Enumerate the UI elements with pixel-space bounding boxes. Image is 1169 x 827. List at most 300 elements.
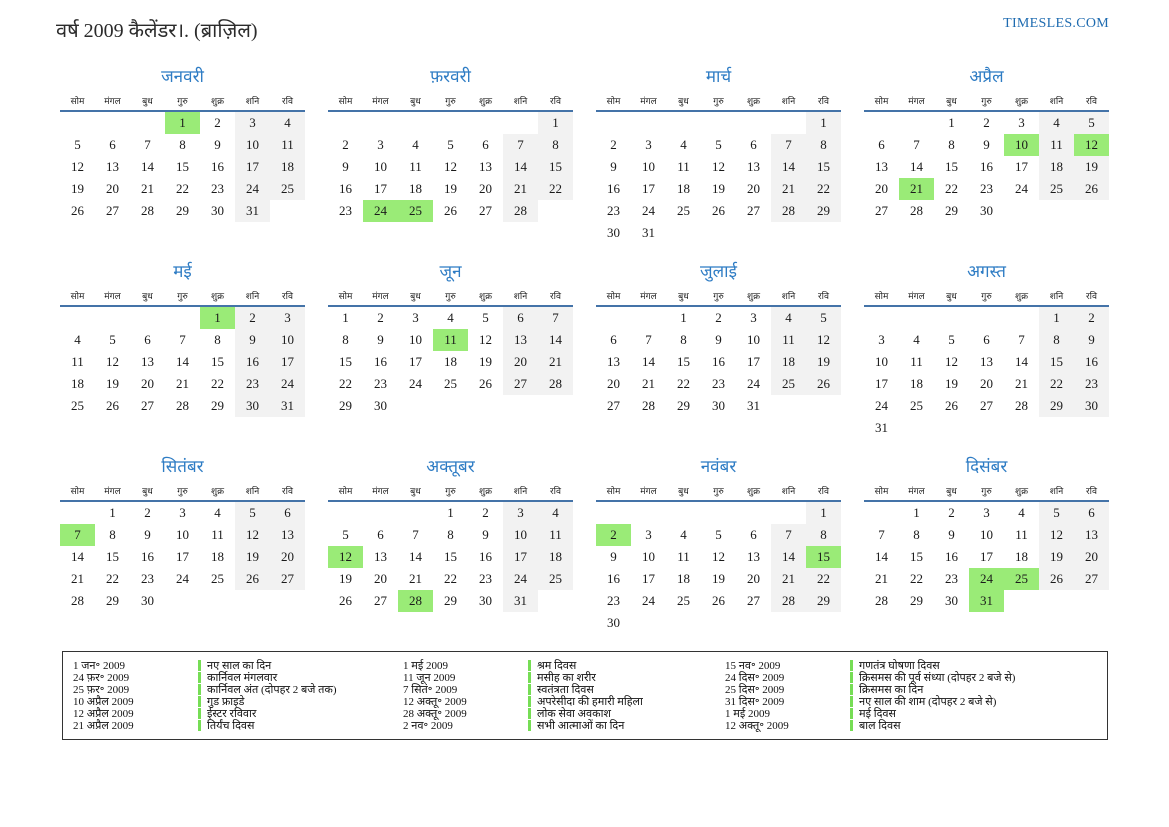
day-cell <box>771 502 806 524</box>
weekday-label: मंगल <box>372 291 389 301</box>
day-cell: 15 <box>806 156 841 178</box>
legend-entry-date: 24 फ़र॰ 2009 <box>73 672 130 684</box>
day-cell: 13 <box>607 354 620 369</box>
weekday-label: गुरु <box>177 486 188 496</box>
day-cell <box>934 417 969 439</box>
weekday-label: शनि <box>1049 291 1064 301</box>
week-row <box>864 546 1109 568</box>
day-cell <box>701 112 736 134</box>
day-cell: 1 <box>806 502 841 524</box>
day-cell: 2 <box>610 137 617 152</box>
weekday-label: मंगल <box>372 96 389 106</box>
day-cell <box>596 307 631 329</box>
day-cell: 4 <box>74 332 81 347</box>
day-cell: 9 <box>235 329 270 351</box>
weekday-header-row <box>60 285 305 307</box>
week-row <box>864 156 1109 178</box>
holiday-marker-bar <box>850 696 853 707</box>
day-cell <box>899 307 934 329</box>
day-cell <box>235 590 270 612</box>
day-cell: 5 <box>74 137 81 152</box>
day-cell: 9 <box>715 332 722 347</box>
day-cell <box>701 502 736 524</box>
day-cell <box>596 112 631 134</box>
day-cell: 5 <box>482 310 489 325</box>
day-cell <box>1039 417 1074 439</box>
day-cell: 22 <box>806 178 841 200</box>
day-cell: 17 <box>980 549 993 564</box>
day-cell: 28 <box>398 590 433 612</box>
week-row <box>864 373 1109 395</box>
legend-entry-date: 2 नव॰ 2009 <box>403 720 453 732</box>
holiday-marker-bar <box>850 684 853 695</box>
month-title: फ़रवरी <box>430 67 471 86</box>
day-cell: 22 <box>339 376 352 391</box>
day-cell: 17 <box>875 376 888 391</box>
weekday-label: शुक्र <box>478 291 493 301</box>
day-cell: 9 <box>610 549 617 564</box>
holiday-marker-bar <box>528 720 531 731</box>
day-cell: 27 <box>106 203 119 218</box>
weekday-label: सोम <box>874 291 889 301</box>
day-cell: 16 <box>211 159 224 174</box>
week-row <box>864 590 1109 612</box>
weekday-label: रवि <box>549 486 562 496</box>
day-cell: 27 <box>479 203 492 218</box>
day-cell: 9 <box>377 332 384 347</box>
day-cell: 13 <box>374 549 387 564</box>
day-cell: 28 <box>176 398 189 413</box>
day-cell: 24 <box>875 398 888 413</box>
day-cell: 24 <box>969 568 1004 590</box>
legend-entry-label: गणतंत्र घोषणा दिवस <box>859 660 940 672</box>
legend-entry-date: 10 अप्रैल 2009 <box>73 696 134 708</box>
day-cell: 3 <box>983 505 990 520</box>
weekday-label: शनि <box>781 291 796 301</box>
day-cell: 2 <box>983 115 990 130</box>
week-row <box>328 156 573 178</box>
day-cell: 24 <box>363 200 398 222</box>
day-cell: 17 <box>642 571 655 586</box>
day-cell: 5 <box>447 137 454 152</box>
weekday-label: शुक्र <box>1014 96 1029 106</box>
day-cell: 21 <box>409 571 422 586</box>
day-cell: 21 <box>899 178 934 200</box>
day-cell: 29 <box>1039 395 1074 417</box>
legend-entry-label: बाल दिवस <box>859 720 901 732</box>
day-cell: 4 <box>771 307 806 329</box>
week-row <box>328 568 573 590</box>
day-cell: 8 <box>179 137 186 152</box>
day-cell: 9 <box>144 527 151 542</box>
day-cell <box>130 307 165 329</box>
day-cell: 22 <box>945 181 958 196</box>
holiday-marker-bar <box>198 672 201 683</box>
day-cell <box>899 417 934 439</box>
day-cell: 15 <box>806 546 841 568</box>
day-cell: 4 <box>412 137 419 152</box>
weekday-label: गुरु <box>713 486 724 496</box>
day-cell: 10 <box>642 549 655 564</box>
day-cell: 25 <box>1004 568 1039 590</box>
legend-entry <box>73 672 403 684</box>
day-cell: 21 <box>771 178 806 200</box>
day-cell: 5 <box>806 307 841 329</box>
month-july <box>596 259 841 439</box>
weekday-label: गुरु <box>177 291 188 301</box>
day-cell: 22 <box>211 376 224 391</box>
day-cell: 28 <box>875 593 888 608</box>
weekday-label: शनि <box>1049 96 1064 106</box>
day-cell: 6 <box>482 137 489 152</box>
day-cell: 16 <box>141 549 154 564</box>
day-cell: 26 <box>106 398 119 413</box>
day-cell <box>864 502 899 524</box>
weekday-label: शनि <box>781 96 796 106</box>
day-cell: 2 <box>596 524 631 546</box>
day-cell: 27 <box>374 593 387 608</box>
day-cell: 3 <box>645 527 652 542</box>
week-row <box>864 134 1109 156</box>
legend-entry-label: तिर्यंच दिवस <box>207 720 255 732</box>
legend-entry <box>73 708 403 720</box>
day-cell: 8 <box>680 332 687 347</box>
day-cell: 10 <box>176 527 189 542</box>
week-row <box>596 307 841 329</box>
day-cell: 13 <box>1074 524 1109 546</box>
day-cell: 11 <box>1039 134 1074 156</box>
day-cell: 2 <box>235 307 270 329</box>
day-cell: 24 <box>642 203 655 218</box>
week-row <box>596 568 841 590</box>
day-cell <box>270 200 305 222</box>
day-cell: 1 <box>109 505 116 520</box>
weekday-label: शनि <box>245 486 260 496</box>
day-cell <box>806 395 841 417</box>
day-cell: 1 <box>680 310 687 325</box>
month-august <box>864 259 1109 439</box>
weekday-label: सोम <box>606 486 621 496</box>
day-cell: 19 <box>712 181 725 196</box>
legend-column <box>403 660 725 732</box>
day-cell: 12 <box>712 159 725 174</box>
day-cell: 24 <box>747 376 760 391</box>
week-row <box>60 590 305 612</box>
weekday-label: मंगल <box>908 291 925 301</box>
month-title: अप्रैल <box>969 67 1004 86</box>
day-cell: 9 <box>342 159 349 174</box>
week-row <box>60 112 305 134</box>
day-cell: 21 <box>71 571 84 586</box>
day-cell: 18 <box>211 549 224 564</box>
day-cell: 20 <box>747 571 760 586</box>
day-cell: 13 <box>270 524 305 546</box>
day-cell: 7 <box>412 527 419 542</box>
day-cell: 9 <box>948 527 955 542</box>
weekday-header-row <box>596 480 841 502</box>
week-row <box>864 178 1109 200</box>
day-cell: 18 <box>409 181 422 196</box>
day-cell: 20 <box>141 376 154 391</box>
day-cell: 4 <box>447 310 454 325</box>
day-cell: 26 <box>712 203 725 218</box>
legend-entry-date: 24 दिस॰ 2009 <box>725 672 785 684</box>
day-cell: 20 <box>1074 546 1109 568</box>
day-cell <box>969 307 1004 329</box>
month-april <box>864 64 1109 244</box>
day-cell: 30 <box>607 615 620 630</box>
day-cell: 23 <box>980 181 993 196</box>
day-cell <box>701 222 736 244</box>
day-cell: 29 <box>910 593 923 608</box>
day-cell: 12 <box>1074 134 1109 156</box>
day-cell: 8 <box>447 527 454 542</box>
day-cell: 6 <box>144 332 151 347</box>
weekday-label: गुरु <box>177 96 188 106</box>
day-cell: 3 <box>377 137 384 152</box>
week-row <box>328 373 573 395</box>
legend-entry <box>725 660 1099 672</box>
day-cell <box>1004 307 1039 329</box>
day-cell: 22 <box>444 571 457 586</box>
day-cell <box>1039 200 1074 222</box>
day-cell <box>433 112 468 134</box>
legend-entry-label: अपरेसीदा की हमारी महिला <box>537 696 643 708</box>
week-row <box>864 112 1109 134</box>
day-cell: 19 <box>479 354 492 369</box>
day-cell: 8 <box>1039 329 1074 351</box>
week-row <box>596 351 841 373</box>
day-cell <box>95 307 130 329</box>
day-cell: 28 <box>538 373 573 395</box>
week-row <box>596 156 841 178</box>
month-december <box>864 454 1109 634</box>
day-cell: 2 <box>342 137 349 152</box>
day-cell: 1 <box>447 505 454 520</box>
day-cell: 8 <box>214 332 221 347</box>
day-cell: 2 <box>214 115 221 130</box>
holiday-marker-bar <box>528 696 531 707</box>
day-cell: 7 <box>1018 332 1025 347</box>
day-cell: 16 <box>1074 351 1109 373</box>
day-cell: 14 <box>409 549 422 564</box>
day-cell: 28 <box>1015 398 1028 413</box>
day-cell: 16 <box>339 181 352 196</box>
day-cell: 1 <box>806 112 841 134</box>
month-title: मई <box>173 262 192 281</box>
day-cell: 12 <box>235 524 270 546</box>
day-cell: 26 <box>479 376 492 391</box>
week-row <box>328 590 573 612</box>
day-cell <box>666 222 701 244</box>
day-cell: 19 <box>444 181 457 196</box>
day-cell: 10 <box>374 159 387 174</box>
week-row <box>864 417 1109 439</box>
week-row <box>596 112 841 134</box>
day-cell: 14 <box>538 329 573 351</box>
day-cell <box>771 612 806 634</box>
week-row <box>596 134 841 156</box>
day-cell: 25 <box>771 373 806 395</box>
weekday-header-row <box>60 90 305 112</box>
weekday-label: मंगल <box>640 486 657 496</box>
day-cell <box>899 112 934 134</box>
legend-entry <box>725 720 1099 732</box>
day-cell: 21 <box>141 181 154 196</box>
day-cell: 29 <box>339 398 352 413</box>
day-cell: 7 <box>144 137 151 152</box>
weekday-label: गुरु <box>445 291 456 301</box>
day-cell: 17 <box>374 181 387 196</box>
weekday-label: शुक्र <box>746 486 761 496</box>
day-cell <box>328 502 363 524</box>
day-cell: 22 <box>677 376 690 391</box>
weekday-header-row <box>596 285 841 307</box>
day-cell: 14 <box>71 549 84 564</box>
day-cell: 31 <box>642 225 655 240</box>
day-cell: 7 <box>771 134 806 156</box>
day-cell: 15 <box>339 354 352 369</box>
day-cell: 27 <box>747 593 760 608</box>
day-cell: 1 <box>342 310 349 325</box>
day-cell: 11 <box>211 527 224 542</box>
weekday-label: मंगल <box>908 486 925 496</box>
week-row <box>328 546 573 568</box>
week-row <box>596 524 841 546</box>
week-row <box>864 351 1109 373</box>
day-cell: 13 <box>747 549 760 564</box>
week-row <box>596 612 841 634</box>
day-cell: 18 <box>677 181 690 196</box>
day-cell: 27 <box>270 568 305 590</box>
day-cell: 25 <box>1039 178 1074 200</box>
week-row <box>60 178 305 200</box>
day-cell: 2 <box>144 505 151 520</box>
week-row <box>60 134 305 156</box>
weekday-label: गुरु <box>445 96 456 106</box>
day-cell: 20 <box>106 181 119 196</box>
day-cell: 4 <box>214 505 221 520</box>
day-cell: 18 <box>538 546 573 568</box>
month-september <box>60 454 305 634</box>
weekday-label: बुध <box>678 291 689 301</box>
day-cell: 1 <box>165 112 200 134</box>
day-cell: 26 <box>71 203 84 218</box>
day-cell: 22 <box>176 181 189 196</box>
day-cell <box>771 112 806 134</box>
day-cell: 12 <box>1039 524 1074 546</box>
day-cell: 26 <box>712 593 725 608</box>
day-cell <box>771 395 806 417</box>
week-row <box>596 373 841 395</box>
day-cell <box>165 307 200 329</box>
legend-entry-label: सभी आत्माओं का दिन <box>537 720 625 732</box>
day-cell: 12 <box>71 159 84 174</box>
day-cell: 4 <box>538 502 573 524</box>
day-cell: 30 <box>980 203 993 218</box>
day-cell: 10 <box>503 524 538 546</box>
legend-entry <box>403 708 725 720</box>
month-june <box>328 259 573 439</box>
week-row <box>596 200 841 222</box>
day-cell: 20 <box>503 351 538 373</box>
day-cell: 20 <box>875 181 888 196</box>
legend-entry <box>73 684 403 696</box>
weekday-label: मंगल <box>640 291 657 301</box>
legend-entry-label: क्रिसमस का दिन <box>859 684 924 696</box>
day-cell <box>95 112 130 134</box>
day-cell: 23 <box>607 203 620 218</box>
legend-entry <box>403 696 725 708</box>
day-cell <box>596 502 631 524</box>
weekday-label: रवि <box>817 96 830 106</box>
day-cell: 4 <box>680 137 687 152</box>
week-row <box>864 568 1109 590</box>
day-cell: 20 <box>270 546 305 568</box>
weekday-header-row <box>864 480 1109 502</box>
day-cell: 31 <box>747 398 760 413</box>
day-cell: 15 <box>211 354 224 369</box>
day-cell: 27 <box>875 203 888 218</box>
day-cell: 6 <box>878 137 885 152</box>
day-cell: 1 <box>200 307 235 329</box>
day-cell: 1 <box>538 112 573 134</box>
week-row <box>596 178 841 200</box>
day-cell: 23 <box>712 376 725 391</box>
day-cell <box>666 502 701 524</box>
legend-entry <box>73 660 403 672</box>
weekday-label: मंगल <box>104 486 121 496</box>
day-cell: 14 <box>1015 354 1028 369</box>
day-cell: 9 <box>610 159 617 174</box>
weekday-label: गुरु <box>981 291 992 301</box>
day-cell: 28 <box>503 200 538 222</box>
day-cell: 31 <box>270 395 305 417</box>
day-cell <box>1074 200 1109 222</box>
day-cell: 6 <box>503 307 538 329</box>
week-row <box>864 395 1109 417</box>
legend-entry <box>725 684 1099 696</box>
day-cell: 7 <box>179 332 186 347</box>
month-march <box>596 64 841 244</box>
day-cell: 9 <box>214 137 221 152</box>
day-cell: 5 <box>1074 112 1109 134</box>
day-cell: 11 <box>910 354 923 369</box>
months-grid <box>60 64 1109 634</box>
day-cell: 19 <box>1074 156 1109 178</box>
day-cell: 23 <box>141 571 154 586</box>
day-cell: 22 <box>806 568 841 590</box>
day-cell: 27 <box>980 398 993 413</box>
day-cell: 21 <box>875 571 888 586</box>
week-row <box>60 546 305 568</box>
day-cell: 7 <box>503 134 538 156</box>
day-cell: 13 <box>106 159 119 174</box>
site-link[interactable]: TIMESLES.COM <box>1003 16 1109 31</box>
day-cell: 17 <box>1015 159 1028 174</box>
legend-entry-date: 12 अक्तू॰ 2009 <box>725 720 789 732</box>
day-cell: 14 <box>771 546 806 568</box>
day-cell: 30 <box>374 398 387 413</box>
day-cell: 7 <box>538 307 573 329</box>
day-cell: 24 <box>503 568 538 590</box>
week-row <box>60 200 305 222</box>
week-row <box>328 329 573 351</box>
day-cell: 15 <box>538 156 573 178</box>
week-row <box>60 502 305 524</box>
day-cell: 23 <box>607 593 620 608</box>
day-cell: 12 <box>712 549 725 564</box>
